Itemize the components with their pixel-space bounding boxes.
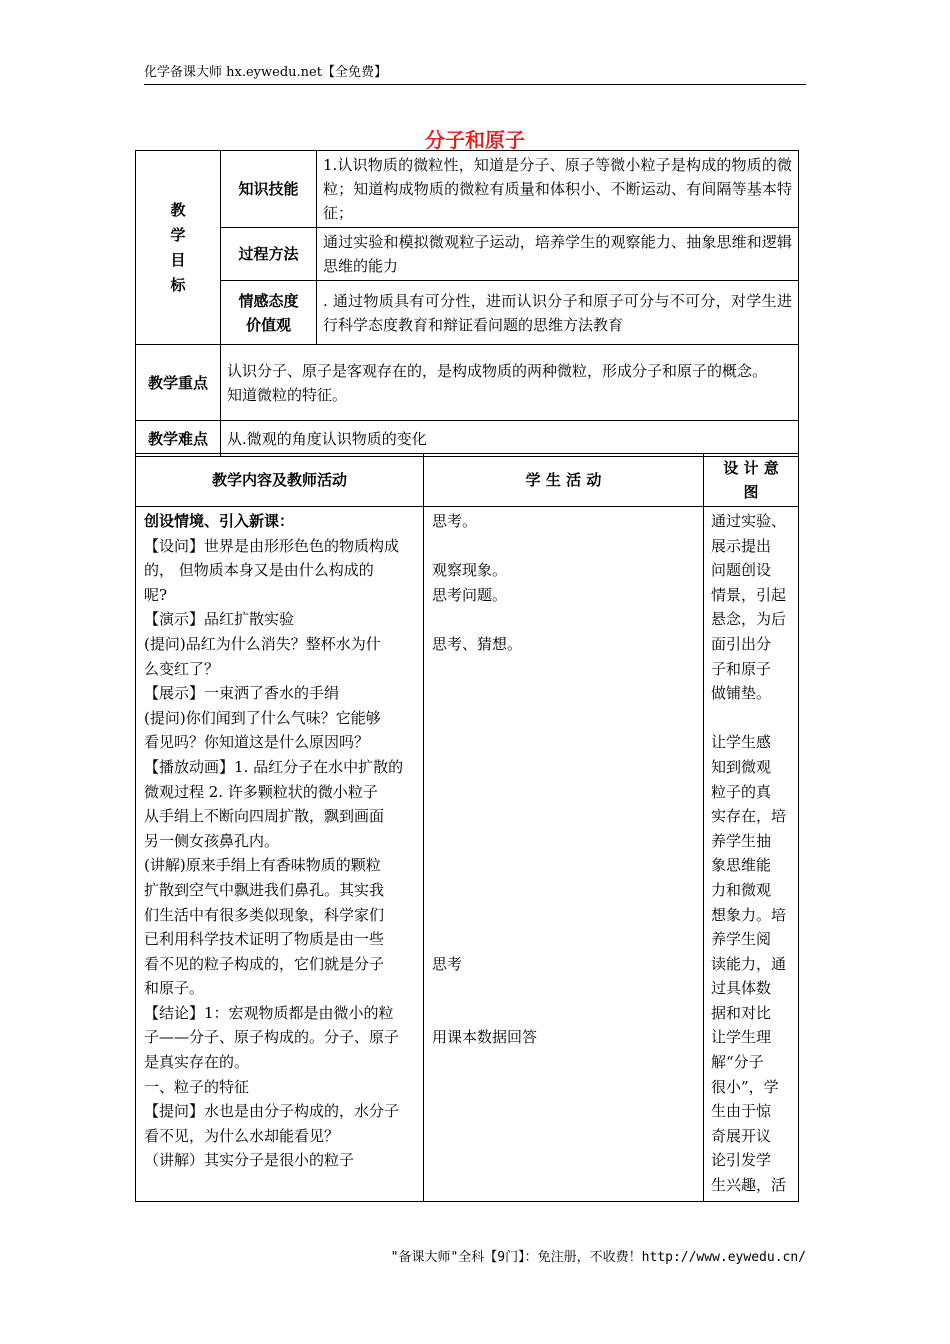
design-header-line: 设 计 意	[723, 459, 779, 477]
design-line: 让学生理	[711, 1028, 772, 1047]
student-line	[432, 829, 695, 854]
student-line	[432, 1001, 695, 1026]
design-line: 情景，引起	[711, 585, 787, 604]
key-point-line: 知道微粒的特征。	[227, 385, 348, 404]
student-line	[432, 780, 695, 805]
goals-char: 教	[170, 200, 186, 219]
design-line: 实存在，培	[711, 807, 787, 826]
teacher-line: 和原子。	[144, 979, 205, 998]
teacher-line: 微观过程 2. 许多颗粒状的微小粒子	[144, 782, 378, 801]
student-line	[432, 706, 695, 731]
teacher-line: 么变红了？	[144, 659, 220, 678]
teacher-line: 们生活中有很多类似现象，科学家们	[144, 905, 385, 924]
page-header: 化学备课大师 hx.eywedu.net【全免费】	[144, 64, 806, 85]
student-line	[432, 534, 695, 559]
difficulty-label: 教学难点	[136, 421, 221, 457]
design-line: 据和对比	[711, 1003, 772, 1022]
student-activity-content	[424, 507, 704, 1202]
design-line: 想象力。培	[711, 905, 787, 924]
teacher-line: 另一侧女孩鼻孔内。	[144, 831, 280, 850]
teacher-line: 看不见，为什么水却能看见？	[144, 1126, 340, 1145]
teacher-line: （讲解）其实分子是很小的粒子	[144, 1151, 355, 1170]
teacher-line: 已利用科学技术证明了物质是由一些	[144, 930, 385, 949]
teacher-line: 呢?	[144, 585, 168, 604]
student-line	[432, 681, 695, 706]
teacher-line: 子——分子、原子构成的。分子、原子	[144, 1028, 400, 1047]
teacher-line: 【播放动画】1. 品红分子在水中扩散的	[144, 757, 404, 776]
design-line: 让学生感	[711, 733, 772, 752]
teacher-line: 看见吗？你知道这是什么原因吗？	[144, 733, 370, 752]
attitude-values-text: . 通过物质具有可分性，进而认识分子和原子可分与不可分，对学生进行科学态度教育和辩证看问题的思维方法教育	[317, 281, 799, 345]
design-line: 问题创设	[711, 561, 772, 580]
student-line	[432, 1050, 695, 1075]
design-line: 生由于惊	[711, 1102, 772, 1121]
design-line: 奇展开议	[711, 1126, 772, 1145]
teacher-line: 创设情境、引入新课：	[144, 512, 295, 530]
design-line: 粒子的真	[711, 782, 772, 801]
design-intent-header	[704, 454, 799, 507]
student-line: 思考	[432, 954, 463, 973]
student-line: 思考、猜想。	[432, 634, 523, 653]
design-line: 过具体数	[711, 979, 772, 998]
student-line	[432, 1148, 695, 1173]
design-intent-content	[704, 507, 799, 1202]
design-line: 通过实验、	[711, 512, 787, 530]
teacher-line: 【结论】1：宏观物质都是由微小的粒	[144, 1003, 394, 1022]
teacher-line: 是真实存在的。	[144, 1053, 250, 1072]
attitude-label-line: 情感态度	[238, 291, 299, 310]
student-line	[432, 976, 695, 1001]
design-line: 象思维能	[711, 856, 772, 875]
teacher-line: (提问)品红为什么消失？整杯水为什	[144, 634, 381, 653]
attitude-label-line: 价值观	[245, 315, 291, 334]
goals-char: 目	[170, 250, 186, 269]
design-line: 养学生抽	[711, 831, 772, 850]
goals-char: 学	[170, 225, 186, 244]
design-line: 展示提出	[711, 536, 772, 555]
student-line	[432, 903, 695, 928]
teacher-line: 的， 但物质本身又是由什么构成的	[144, 561, 374, 580]
page-title: 分子和原子	[425, 128, 525, 152]
difficulty-text: 从.微观的角度认识物质的变化	[221, 421, 799, 457]
teacher-line: 【展示】一束洒了香水的手绢	[144, 684, 340, 703]
design-line: 读能力，通	[711, 954, 787, 973]
student-activity-header: 学 生 活 动	[424, 454, 704, 507]
key-point-line: 认识分子、原子是客观存在的，是构成物质的两种微粒，形成分子和原子的概念。	[227, 361, 768, 380]
design-line: 很小”，学	[711, 1077, 779, 1096]
design-header-line: 图	[743, 483, 759, 501]
teacher-line: (提问)你们闻到了什么气味？它能够	[144, 708, 381, 727]
student-line: 思考问题。	[432, 585, 508, 604]
teacher-line: (讲解)原来手绢上有香味物质的颗粒	[144, 856, 381, 875]
student-line	[432, 1075, 695, 1100]
design-line: 子和原子	[711, 659, 772, 678]
student-line	[432, 927, 695, 952]
teacher-line: 看不见的粒子构成的，它们就是分子	[144, 954, 385, 973]
teacher-line: 【设问】世界是由形形色色的物质构成	[144, 536, 400, 555]
design-line	[711, 706, 793, 731]
student-line: 用课本数据回答	[432, 1028, 538, 1047]
process-methods-label: 过程方法	[221, 228, 317, 281]
key-points-label: 教学重点	[136, 345, 221, 421]
design-line: 论引发学	[711, 1151, 772, 1170]
design-line: 力和微观	[711, 880, 772, 899]
student-line: 思考。	[432, 512, 478, 530]
knowledge-skills-text: 1.认识物质的微粒性，知道是分子、原子等微小粒子是构成的物质的微粒；知道构成物质的微粒有质量和体积小、不断运动、有间隔等基本特征；	[317, 151, 799, 228]
knowledge-skills-label: 知识技能	[221, 151, 317, 228]
design-line: 知到微观	[711, 757, 772, 776]
attitude-values-label	[221, 281, 317, 345]
student-line: 观察现象。	[432, 561, 508, 580]
teacher-line: 从手绢上不断向四周扩散，飘到画面	[144, 807, 385, 826]
teacher-line: 【演示】品红扩散实验	[144, 610, 295, 629]
student-line	[432, 755, 695, 780]
activity-table	[135, 453, 799, 1202]
page-footer: "备课大师"全科【9门】：免注册，不收费！http://www.eywedu.cn/	[390, 1250, 806, 1265]
student-line	[432, 657, 695, 682]
design-line: 生兴趣，活	[711, 1176, 787, 1195]
process-methods-text: 通过实验和模拟微观粒子运动，培养学生的观察能力、抽象思维和逻辑思维的能力	[317, 228, 799, 281]
teacher-line: 【提问】水也是由分子构成的，水分子	[144, 1102, 400, 1121]
student-line	[432, 1124, 695, 1149]
teacher-line: 扩散到空气中飘进我们鼻孔。其实我	[144, 880, 385, 899]
key-points-text	[221, 345, 799, 421]
teacher-activity-content	[136, 507, 424, 1202]
goals-char: 标	[170, 275, 186, 294]
teacher-activity-header: 教学内容及教师活动	[136, 454, 424, 507]
design-line: 解“分子	[711, 1053, 764, 1072]
design-line: 面引出分	[711, 634, 772, 653]
student-line	[432, 878, 695, 903]
design-line: 养学生阅	[711, 930, 772, 949]
student-line	[432, 730, 695, 755]
student-line	[432, 804, 695, 829]
objectives-table	[135, 150, 799, 457]
design-line: 做铺垫。	[711, 684, 772, 703]
teaching-goals-label	[136, 151, 221, 345]
student-line	[432, 1099, 695, 1124]
design-line: 悬念，为后	[711, 610, 787, 629]
student-line	[432, 607, 695, 632]
student-line	[432, 853, 695, 878]
teacher-line: 一、粒子的特征	[144, 1077, 250, 1096]
